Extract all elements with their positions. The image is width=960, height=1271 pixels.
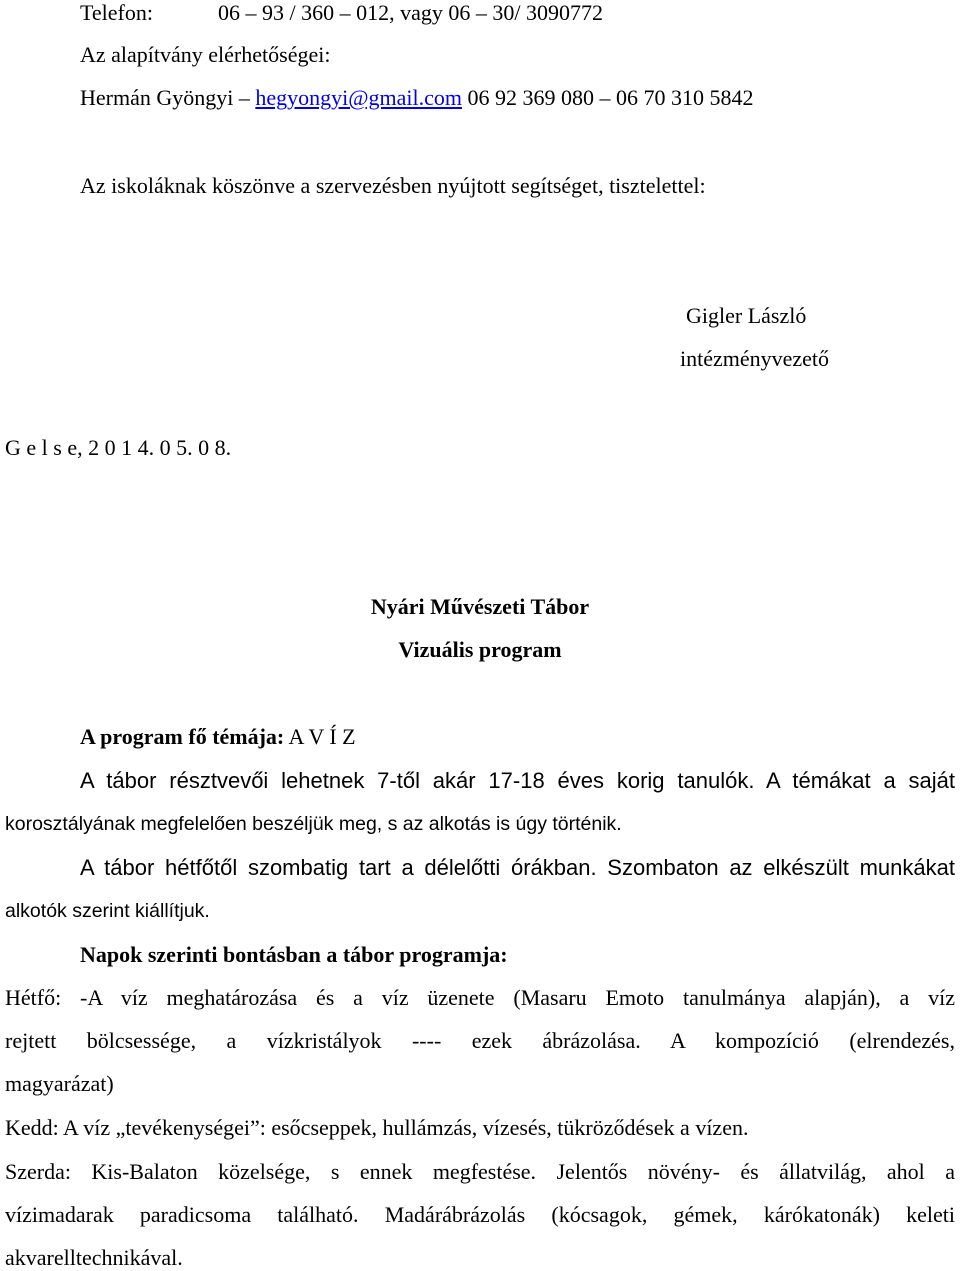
program-subtitle: Vizuális program — [398, 637, 562, 662]
contact-phones: 06 92 369 080 – 06 70 310 5842 — [461, 85, 754, 110]
wednesday-line2: vízimadarak paradicsoma található. Madárábrázolás (kócsagok, gémek, kárókatonák) keleti — [5, 1202, 955, 1227]
monday-line1: Hétfő: -A víz meghatározása és a víz üzenete (Masaru Emoto tanulmánya alapján), a víz — [5, 985, 955, 1010]
monday-line3: magyarázat) — [5, 1071, 114, 1096]
signer-title: intézményvezető — [680, 346, 830, 371]
phone-label: Telefon: — [80, 0, 153, 25]
para1-line1: A tábor résztvevői lehetnek 7-től akár 17-18 éves korig tanulók. A témákat a saját — [80, 768, 955, 793]
theme-label: A program fő témája: — [80, 724, 285, 749]
theme-line — [80, 724, 356, 750]
para1-line2: korosztályának megfelelően beszéljük meg, s az alkotás is úgy történik. — [5, 813, 622, 835]
wednesday-line1: Szerda: Kis-Balaton közelsége, s ennek megfestése. Jelentős növény- és állatvilág, ahol a — [5, 1159, 955, 1184]
para2-line2: alkotók szerint kiállítjuk. — [5, 900, 210, 922]
place-date: G e l s e, 2 0 1 4. 0 5. 0 8. — [5, 435, 232, 460]
theme-value: A V Í Z — [284, 724, 356, 749]
schedule-heading: Napok szerinti bontásban a tábor programja: — [80, 942, 508, 967]
signer-name: Gigler László — [686, 303, 807, 328]
tuesday-line1: Kedd: A víz „tevékenységei”: esőcseppek, hullámzás, vízesés, tükröződések a vízen. — [5, 1115, 749, 1140]
contact-line — [80, 85, 753, 111]
phone-line — [80, 0, 603, 26]
wednesday-line3: akvarelltechnikával. — [5, 1245, 183, 1270]
monday-line2: rejtett bölcsessége, a vízkristályok ---- ezek ábrázolása. A kompozíció (elrendezés, — [5, 1028, 955, 1053]
email-link[interactable]: hegyongyi@gmail.com — [255, 85, 462, 110]
thanks-text: Az iskoláknak köszönve a szervezésben nyújtott segítséget, tisztelettel: — [80, 173, 706, 198]
phone-value: 06 – 93 / 360 – 012, vagy 06 – 30/ 3090772 — [217, 0, 603, 25]
program-title: Nyári Művészeti Tábor — [370, 594, 590, 619]
para2-line1: A tábor hétfőtől szombatig tart a délelőtti órákban. Szombaton az elkészült munkákat — [80, 855, 955, 880]
contact-name: Hermán Gyöngyi – — [80, 85, 256, 110]
foundation-contacts-label: Az alapítvány elérhetőségei: — [80, 42, 331, 67]
